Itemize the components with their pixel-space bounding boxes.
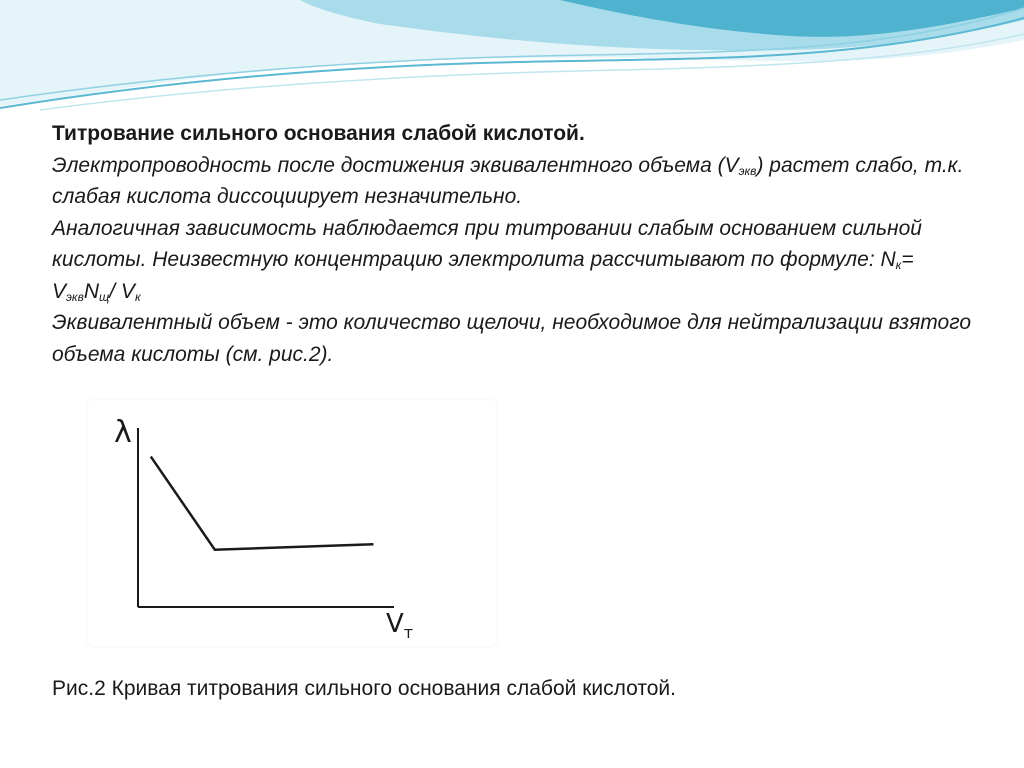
v-equiv-subscript: экв [738,163,757,178]
series-line-conductivity [151,457,374,550]
paragraph-conductivity-part2: ) растет слабо, т.к. слабая кислота диссоциирует незначительно. [52,153,964,208]
paragraph-definition: Эквивалентный объем - это количество щелочи, необходимое для нейтрализации взятого объема кислоты (см. рис.2). [52,311,972,366]
x-axis-label [386,609,413,642]
slide-title: Титрование сильного основания слабой кислотой. [52,122,585,145]
formula-n2-subscript: щ [99,289,110,304]
wave-header-decoration [0,0,1024,120]
x-axis-label-main: V [386,609,404,639]
formula-div-v: / V [109,279,135,303]
paragraph-analogous [52,213,982,308]
formula-eq-v: = V [52,248,914,303]
formula-n: N [880,248,896,271]
titration-curve-chart [88,400,496,646]
paragraph-conductivity [52,150,982,213]
formula-n-subscript: к [895,258,902,272]
formula-v2-subscript: к [134,289,141,304]
y-axis-label: λ [114,415,132,450]
paragraph-conductivity-part1: Электропроводность после достижения эквивалентного объема (V [52,153,739,177]
figure-caption: Рис.2 Кривая титрования сильного основания слабой кислотой. [52,677,676,700]
x-axis-label-sub: т [403,623,414,642]
figure-panel [88,400,496,646]
body-text [52,118,982,370]
paragraph-analogous-text: Аналогичная зависимость наблюдается при титровании слабым основанием сильной кислоты. Неизвестную концентрацию электролита рассчитывают по формуле: [52,216,922,271]
formula-n2: N [83,279,100,303]
formula-v-subscript: экв [66,289,84,304]
